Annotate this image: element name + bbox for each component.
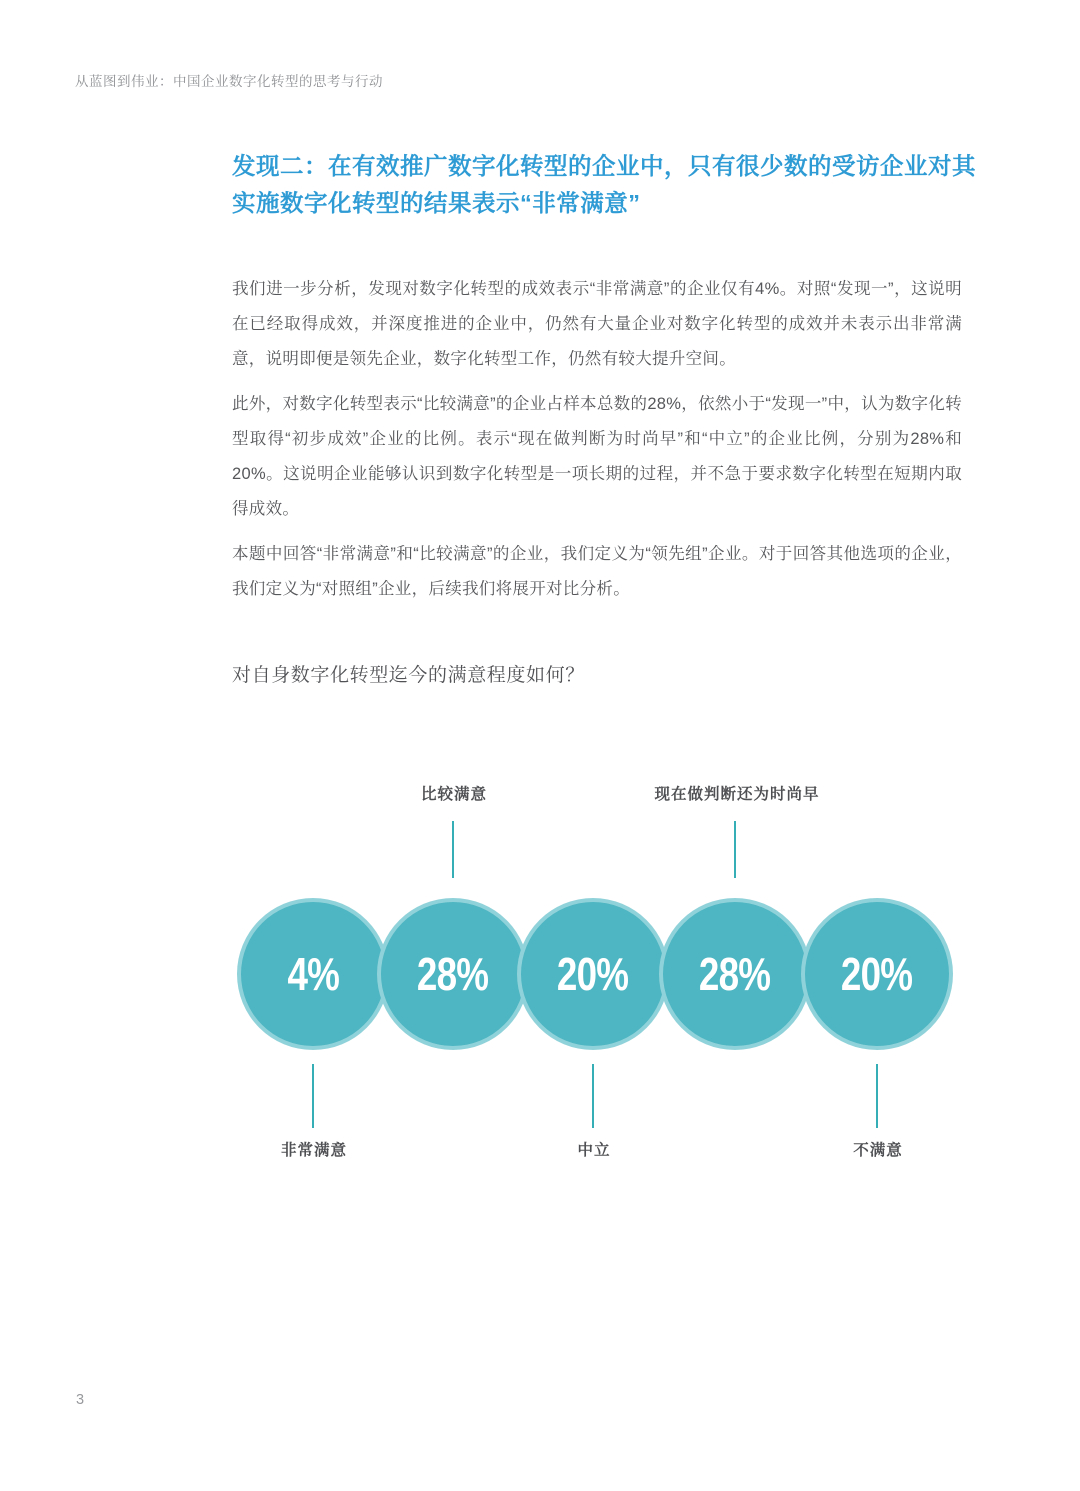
chart-bubble bbox=[377, 898, 529, 1050]
page-number: 3 bbox=[76, 1392, 85, 1408]
bubble-value: 28% bbox=[417, 948, 489, 1000]
connector-line bbox=[592, 1064, 594, 1128]
connector-line bbox=[734, 821, 736, 878]
chart-label-above: 现在做判断还为时尚早 bbox=[654, 786, 820, 803]
chart-question-title: 对自身数字化转型迄今的满意程度如何？ bbox=[232, 665, 585, 686]
chart-bubble bbox=[237, 898, 389, 1050]
bubble-value: 20% bbox=[557, 948, 629, 1000]
chart-label-below: 不满意 bbox=[853, 1142, 903, 1159]
bubble-value: 4% bbox=[287, 948, 339, 1000]
connector-line bbox=[452, 821, 454, 878]
chart-bubble bbox=[659, 898, 811, 1050]
body-paragraph: 我们进一步分析，发现对数字化转型的成效表示“非常满意”的企业仅有4%。对照“发现一”，这说明在已经取得成效，并深度推进的企业中，仍然有大量企业对数字化转型的成效并未表示出非常满意，说明即便是领先企业，数字化转型工作，仍然有较大提升空间。 bbox=[232, 280, 962, 368]
body-paragraph: 本题中回答“非常满意”和“比较满意”的企业，我们定义为“领先组”企业。对于回答其他选项的企业，我们定义为“对照组”企业，后续我们将展开对比分析。 bbox=[232, 545, 962, 598]
section-heading: 发现二：在有效推广数字化转型的企业中，只有很少数的受访企业对其实施数字化转型的结果表示“非常满意” bbox=[232, 153, 976, 216]
chart-bubble bbox=[801, 898, 953, 1050]
chart-bubble bbox=[517, 898, 669, 1050]
bubble-value: 20% bbox=[841, 948, 913, 1000]
chart-label-below: 中立 bbox=[577, 1142, 611, 1159]
running-header: 从蓝图到伟业：中国企业数字化转型的思考与行动 bbox=[75, 74, 383, 89]
chart-label-above: 比较满意 bbox=[420, 786, 488, 803]
body-paragraph: 此外，对数字化转型表示“比较满意”的企业占样本总数的28%，依然小于“发现一”中，认为数字化转型取得“初步成效”企业的比例。表示“现在做判断为时尚早”和“中立”的企业比例，分别为28%和20%。这说明企业能够认识到数字化转型是一项长期的过程，并不急于要求数字化转型在短期内取得成效。 bbox=[232, 395, 962, 518]
connector-line bbox=[312, 1064, 314, 1128]
connector-line bbox=[876, 1064, 878, 1128]
chart-label-below: 非常满意 bbox=[280, 1142, 348, 1159]
bubble-value: 28% bbox=[699, 948, 771, 1000]
